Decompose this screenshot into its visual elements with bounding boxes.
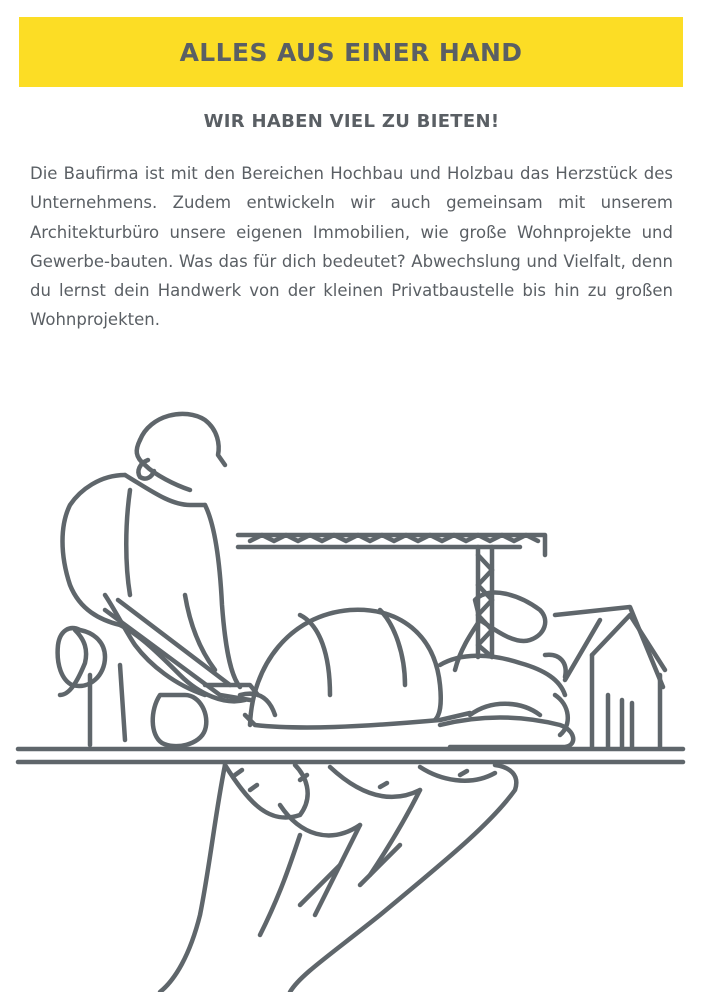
construction-illustration: [0, 395, 703, 992]
body-paragraph: Die Baufirma ist mit den Bereichen Hochbau und Holzbau das Herzstück des Unternehmens. Zudem entwickeln wir auch gemeinsam mit unserem Architekturbüro unsere eigenen Immobilien, wie große Wohnprojekte und Gewerbe-bauten. Was das für dich bedeutet? Abwechslung und Vielfalt, denn du lernst dein Handwerk von der kleinen Privatbaustelle bis hin zu großen Wohnprojekten.: [30, 164, 673, 330]
worker-icon: [58, 414, 245, 746]
hard-hat-icon: [240, 610, 470, 728]
house-icon: [555, 607, 665, 747]
hand-icon: [160, 765, 516, 992]
title-banner: [19, 17, 683, 87]
drill-icon: [440, 593, 566, 695]
page-title: ALLES AUS EINER HAND: [179, 37, 523, 67]
section-subtitle: WIR HABEN VIEL ZU BIETEN!: [203, 111, 500, 132]
blueprint-roll-icon: [440, 695, 573, 747]
